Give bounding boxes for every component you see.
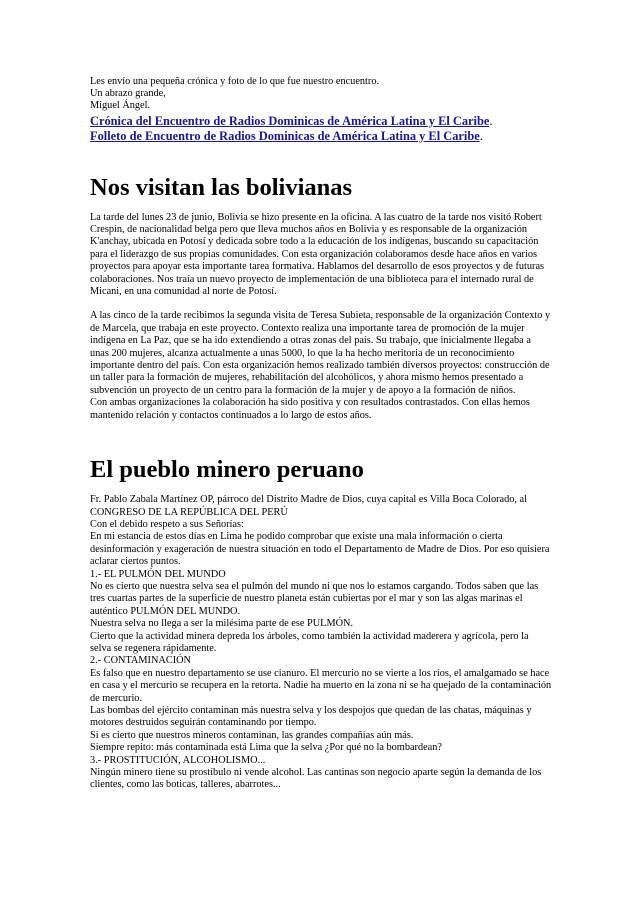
section-heading-bolivianas: Nos visitan las bolivianas — [90, 173, 353, 201]
intro-line-3: Miguel Ángel. — [90, 100, 151, 112]
paragraph: A las cinco de la tarde recibimos la segunda visita de Teresa Subieta, responsable de la organización Contexto y de Marcela, que trabaja en este proyecto. Contexto realiza una importante tarea de promoción de la mujer indígena en La Paz, que se ha ido extendiendo a otras zonas del país. Su trabajo, que inicialmente llegaba a unas 200 mujeres, alcanza actualmente a unas 5000, lo que la ha hecho meritoria de un reconocimiento importante dentro del país. Con esta organización hemos realizado también diversos proyectos: construcción de un taller para la formación de mujeres, rehabilitación del alcohólicos, y ahora mismo hemos presentado a subvención un proyecto de un centro para la formación de la mujer y de apoyo a la formación de niños. — [90, 310, 551, 396]
paragraph: 3.- PROSTITUCIÓN, ALCOHOLISMO... — [90, 754, 266, 766]
intro-line-1: Les envío una pequeña crónica y foto de lo que fue nuestro encuentro. — [90, 76, 380, 87]
link-dot: . — [479, 128, 483, 143]
folleto-link[interactable]: Folleto de Encuentro de Radios Dominicas de América Latina y El Caribe — [90, 128, 480, 143]
links-block — [90, 114, 552, 144]
paragraph: No es cierto que nuestra selva sea el pulmón del mundo ni que nos lo estamos cargando. Todos saben que las tres cuartas partes de la superficie de nuestro planeta están cubiertas por el mar y son las algas marinas el auténtico PULMÓN DEL MUNDO. — [90, 580, 539, 617]
intro-line-2: Un abrazo grande, — [90, 88, 166, 100]
link-dot: . — [489, 113, 493, 128]
cronica-link[interactable]: Crónica del Encuentro de Radios Dominicas de América Latina y El Caribe — [90, 113, 490, 128]
paragraph: 2.- CONTAMINACIÓN — [90, 655, 191, 667]
paragraph: Ningún minero tiene su prostíbulo ni vende alcohol. Las cantinas son negocio aparte según la demanda de los clientes, como las boticas, talleres, abarrotes... — [90, 767, 542, 791]
paragraph: Con ambas organizaciones la colaboración ha sido positiva y con resultados contrastados. Con ellas hemos mantenido relación y contactos continuados a lo largo de estos años. — [90, 397, 530, 421]
paragraph: En mi estancia de estos días en Lima he podido comprobar que existe una mala información o cierta desinformación y exageración de nuestra situación en todo el Departamento de Madre de Dios. Por eso quisiera aclarar ciertos puntos. — [90, 531, 550, 568]
cronica-link-line — [90, 114, 552, 129]
paragraph: Fr. Pablo Zabala Martínez OP, párroco del Distrito Madre de Dios, cuya capital es Villa Boca Colorado, al CONGRESO DE LA REPÚBLICA DEL PERÚ — [90, 494, 527, 518]
paragraph: Las bombas del ejército contaminan más nuestra selva y los despojos que quedan de las chatas, máquinas y motores destruidos seguirán contaminando por tiempo. — [90, 705, 532, 729]
intro-block — [90, 76, 552, 113]
section-body-minero — [90, 494, 552, 792]
paragraph: Con el debido respeto a sus Señorías: — [90, 518, 244, 530]
paragraph: 1.- EL PULMÓN DEL MUNDO — [90, 568, 226, 580]
paragraph: Cierto que la actividad minera depreda los árboles, como también la actividad maderera y agrícola, pero la selva se regenera rápidamente. — [90, 630, 529, 654]
paragraph: Es falso que en nuestro departamento se use cianuro. El mercurio no se vierte a los ríos, el amalgamado se hace en casa y el mercurio se recupera en la retorta. Nadie ha muerto en la zona ni se ha quejado de la contaminación de mercurio. — [90, 667, 552, 704]
folleto-link-line — [90, 129, 552, 144]
paragraph: Siempre repito: más contaminada está Lima que la selva ¿Por qué no la bombardean? — [90, 742, 442, 754]
paragraph: Si es cierto que nuestros mineros contaminan, las grandes compañías aún más. — [90, 729, 414, 741]
document-page — [90, 76, 552, 792]
paragraph: Nuestra selva no llega a ser la milésima parte de ese PULMÓN. — [90, 618, 354, 630]
section-body-bolivianas — [90, 212, 552, 423]
paragraph: La tarde del lunes 23 de junio, Bolivia se hizo presente en la oficina. A las cuatro de la tarde nos visitó Robert Crespín, de nacionalidad belga pero que lleva muchos años en Bolivia y es responsable de la organización K'anchay, ubicada en Potosí y dedicada sobre todo a la educación de los indígenas, buscando su capacitación para el liderazgo de sus propias comunidades. Con esta organización colaboramos desde hace años en varios proyectos para apoyar esta importante tarea formativa. Hablamos del desarrollo de esos proyectos y de futuras colaboraciones. Nos traía un nuevo proyecto de implementación de una biblioteca para el internado rural de Micani, en una comunidad al norte de Potosí. — [90, 211, 545, 298]
section-heading-minero: El pueblo minero peruano — [90, 456, 364, 484]
